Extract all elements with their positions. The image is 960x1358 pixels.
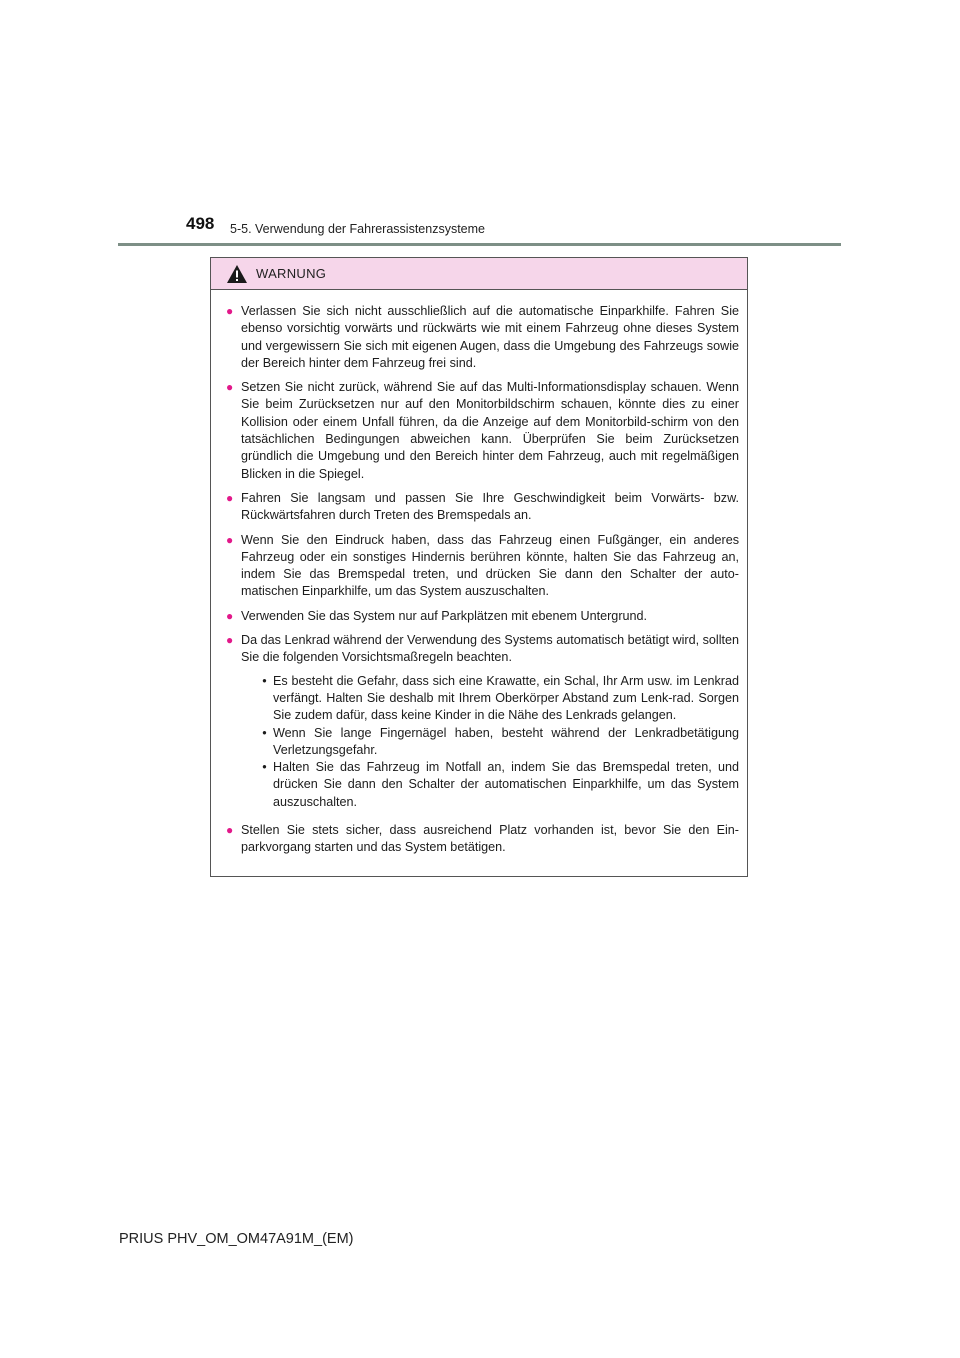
warning-triangle-icon bbox=[226, 264, 248, 284]
section-title: 5-5. Verwendung der Fahrerassistenzsysteme bbox=[230, 222, 485, 236]
warning-header bbox=[211, 258, 747, 290]
sub-bullet-icon: • bbox=[262, 725, 267, 740]
bullet-icon: ● bbox=[226, 532, 234, 547]
document-code: PRIUS PHV_OM_OM47A91M_(EM) bbox=[119, 1231, 354, 1247]
warning-item bbox=[226, 822, 739, 857]
warning-item-text: Wenn Sie den Eindruck haben, dass das Fahrzeug einen Fußgänger, ein anderes Fahrzeug oder ein sonstiges Hindernis berühren könnte, halten Sie das Fahrzeug an, indem Sie das Bremspedal treten, und drücken Sie dann den Schalter der auto-matischen Einparkhilfe, um das System auszuschalten. bbox=[241, 532, 739, 599]
bullet-icon: ● bbox=[226, 490, 234, 505]
bullet-icon: ● bbox=[226, 823, 234, 838]
sub-bullet-icon: • bbox=[262, 673, 267, 688]
sublist-item bbox=[256, 725, 739, 760]
sublist-item bbox=[256, 759, 739, 811]
warning-item bbox=[226, 303, 739, 372]
warning-box bbox=[210, 257, 748, 877]
precaution-sublist bbox=[256, 673, 739, 811]
page-number: 498 bbox=[186, 214, 215, 233]
bullet-icon: ● bbox=[226, 304, 234, 318]
warning-body bbox=[211, 290, 747, 857]
bullet-icon: ● bbox=[226, 380, 234, 395]
bullet-icon: ● bbox=[226, 608, 234, 623]
warning-item bbox=[226, 379, 739, 483]
warning-item bbox=[226, 532, 739, 601]
sublist-item-text: Halten Sie das Fahrzeug im Notfall an, indem Sie das Bremspedal treten, und drücken Sie dann den Schalter der automatischen Einparkhilfe, um das System auszuschalten. bbox=[273, 760, 739, 809]
sub-bullet-icon: • bbox=[262, 760, 267, 775]
warning-item-text: Verlassen Sie sich nicht ausschließlich auf die automatische Einparkhilfe. Fahren Sie ebenso vorsichtig vorwärts und rückwärts wie mit einem Fahrzeug ohne dieses System und vergewissern Sie sich mit eigenen Augen, dass die Umgebung des Fahrzeugs sowie der Bereich hinter dem Fahrzeug frei sind. bbox=[241, 304, 739, 370]
warning-item-text: Da das Lenkrad während der Verwendung des Systems automatisch betätigt wird, sollten Sie die folgenden Vorsichtsmaßregeln beachten. bbox=[241, 633, 739, 665]
warning-item-text: Stellen Sie stets sicher, dass ausreichend Platz vorhanden ist, bevor Sie den Ein-parkvorgang starten und das System betätigen. bbox=[241, 823, 739, 855]
sublist-item bbox=[256, 673, 739, 725]
warning-item bbox=[226, 490, 739, 525]
warning-item bbox=[226, 632, 739, 815]
bullet-icon: ● bbox=[226, 633, 234, 648]
warning-item-content bbox=[241, 632, 739, 815]
sublist-item-text: Es besteht die Gefahr, dass sich eine Krawatte, ein Schal, Ihr Arm usw. im Lenkrad verfängt. Halten Sie deshalb mit Ihrem Oberkörper Abstand zum Lenk-rad. Sorgen Sie zudem dafür, dass keine Kinder in die Nähe des Lenkrads gelangen. bbox=[273, 673, 739, 723]
warning-item-text: Fahren Sie langsam und passen Sie Ihre Geschwindigkeit beim Vorwärts- bzw. Rückwärtsfahren durch Treten des Bremspedals an. bbox=[241, 490, 739, 523]
warning-item bbox=[226, 608, 739, 625]
warning-title: WARNUNG bbox=[256, 266, 327, 281]
warning-item-text: Verwenden Sie das System nur auf Parkplätzen mit ebenem Untergrund. bbox=[241, 608, 648, 623]
warning-item-text: Setzen Sie nicht zurück, während Sie auf das Multi-Informationsdisplay schauen. Wenn Sie beim Zurücksetzen nur auf den Monitorbildschirm schauen, könnte dies zu einer Kollision oder einem Unfall führen, da die Anzeige auf dem Monitorbild-schirm von den tatsächlichen Bedingungen abweichen kann. Überprüfen Sie beim Zurücksetzen gründlich die Umgebung und den Bereich hinter dem Fahrzeug, auch mit regelmäßigen Blicken in die Spiegel. bbox=[241, 380, 739, 481]
header-divider bbox=[118, 243, 841, 246]
sublist-item-text: Wenn Sie lange Fingernägel haben, besteht während der Lenkradbetätigung Verletzungsgefahr. bbox=[273, 725, 739, 757]
